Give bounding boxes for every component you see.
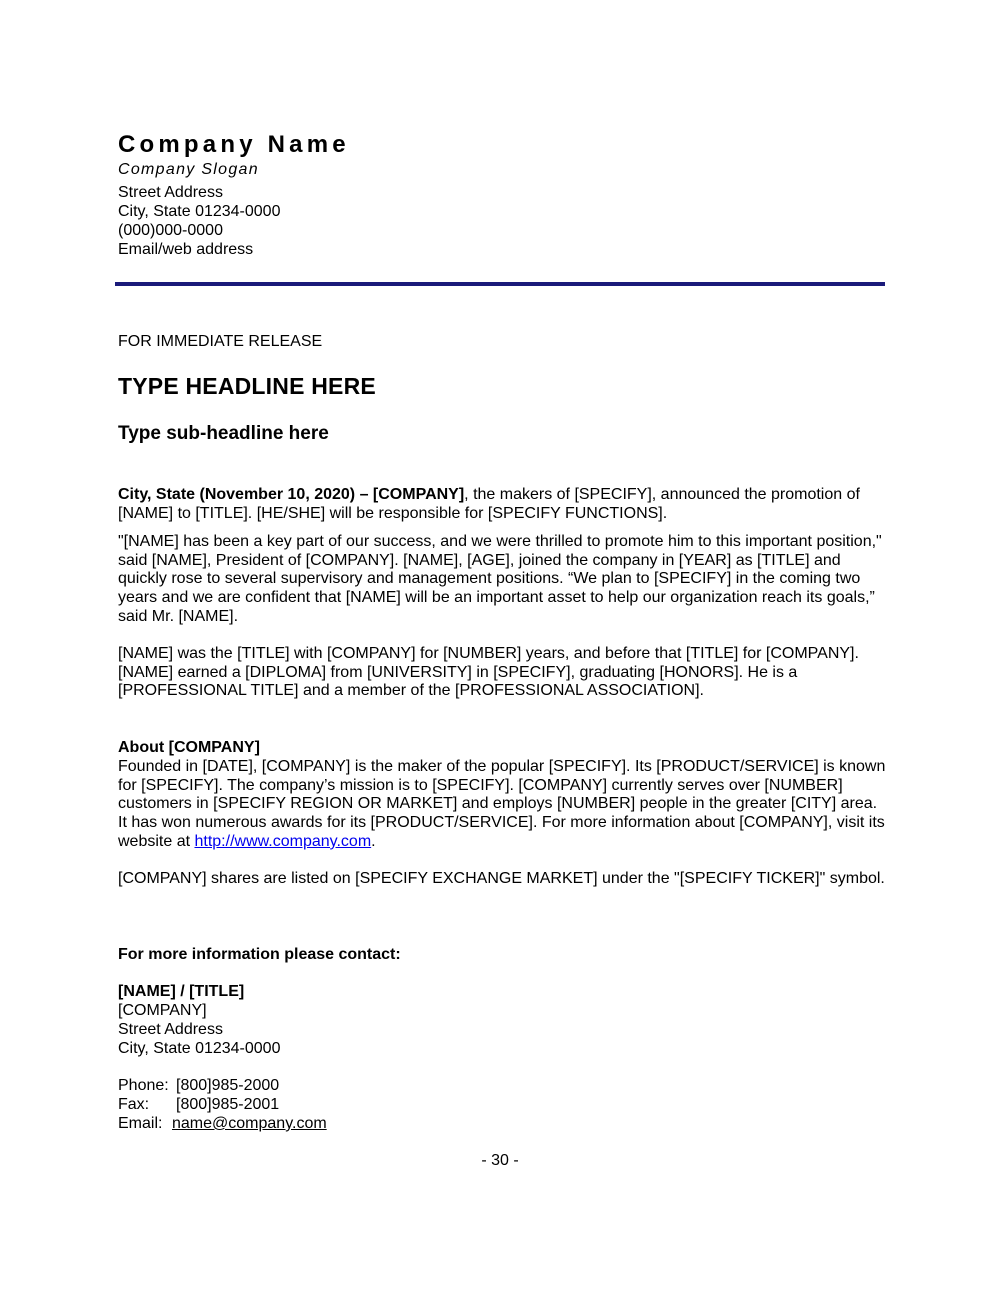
contact-phone: [800]985-2000 — [176, 1077, 280, 1094]
header-email-web: Email/web address — [118, 241, 254, 258]
headline: TYPE HEADLINE HERE — [118, 373, 376, 399]
contact-fax: [800]985-2001 — [176, 1096, 280, 1113]
header-street: Street Address — [118, 184, 223, 201]
contact-email-link[interactable]: name@company.com — [172, 1115, 327, 1132]
fax-label: Fax: — [118, 1096, 150, 1113]
subheadline: Type sub-headline here — [118, 423, 329, 444]
contact-phone-row — [118, 1076, 279, 1095]
header-city-state: City, State 01234-0000 — [118, 203, 281, 220]
about-heading: About [COMPANY] — [118, 739, 260, 756]
contact-name-title: [NAME] / [TITLE] — [118, 983, 245, 1000]
header-divider — [115, 282, 885, 286]
header-phone: (000)000-0000 — [118, 222, 223, 239]
company-website-link[interactable]: http://www.company.com — [194, 832, 372, 850]
dateline: City, State (November 10, 2020) – [COMPANY] — [118, 486, 465, 503]
contact-street: Street Address — [118, 1021, 223, 1038]
body-paragraph-2: "[NAME] has been a key part of our success, and we were thrilled to promote him to this important position," said [NAME], President of [COMPANY]. [NAME], [AGE], joined the company in [YEAR] as [TITLE] and quickly rose to several supervisory and management positions. “We plan to [SPECIFY] in the coming two years and we are confident that [NAME] will be an important asset to help our organization reach its goals,” said Mr. [NAME]. — [118, 533, 882, 625]
release-label: FOR IMMEDIATE RELEASE — [118, 333, 323, 350]
body-paragraph-1 — [118, 486, 890, 523]
shares-paragraph: [COMPANY] shares are listed on [SPECIFY EXCHANGE MARKET] under the "[SPECIFY TICKER]" symbol. — [118, 870, 885, 887]
body-paragraph-3: [NAME] was the [TITLE] with [COMPANY] for [NUMBER] years, and before that [TITLE] for [COMPANY]. [NAME] earned a [DIPLOMA] from [UNIVERSITY] in [SPECIFY], graduating [HONORS]. He is a [PROFESSIONAL TITLE] and a member of the [PROFESSIONAL ASSOCIATION]. — [118, 645, 859, 700]
contact-city-state: City, State 01234-0000 — [118, 1040, 281, 1057]
contact-email-row — [118, 1114, 327, 1133]
contact-company: [COMPANY] — [118, 1002, 207, 1019]
company-slogan: Company Slogan — [118, 161, 259, 178]
phone-label: Phone: — [118, 1077, 169, 1094]
body-paragraph-1-text: , the makers of [SPECIFY], announced the promotion of [NAME] to [TITLE]. [HE/SHE] will be responsible for [SPECIFY FUNCTIONS]. — [118, 486, 860, 522]
contact-heading: For more information please contact: — [118, 946, 401, 963]
page-number: - 30 - — [481, 1152, 519, 1169]
company-name: Company Name — [118, 131, 350, 158]
about-text: Founded in [DATE], [COMPANY] is the maker of the popular [SPECIFY]. Its [PRODUCT/SERVICE] is known for [SPECIFY]. The company’s mission is to [SPECIFY]. [COMPANY] currently serves over [NUMBER] customers in [SPECIFY REGION OR MARKET] and employs [NUMBER] people in the greater [CITY] area. It has won numerous awards for its [PRODUCT/SERVICE]. For more information about [COMPANY], visit its website at — [118, 758, 886, 850]
about-text-end: . — [371, 832, 376, 850]
contact-fax-row — [118, 1095, 279, 1114]
about-paragraph — [118, 758, 890, 852]
email-label: Email: — [118, 1115, 163, 1132]
